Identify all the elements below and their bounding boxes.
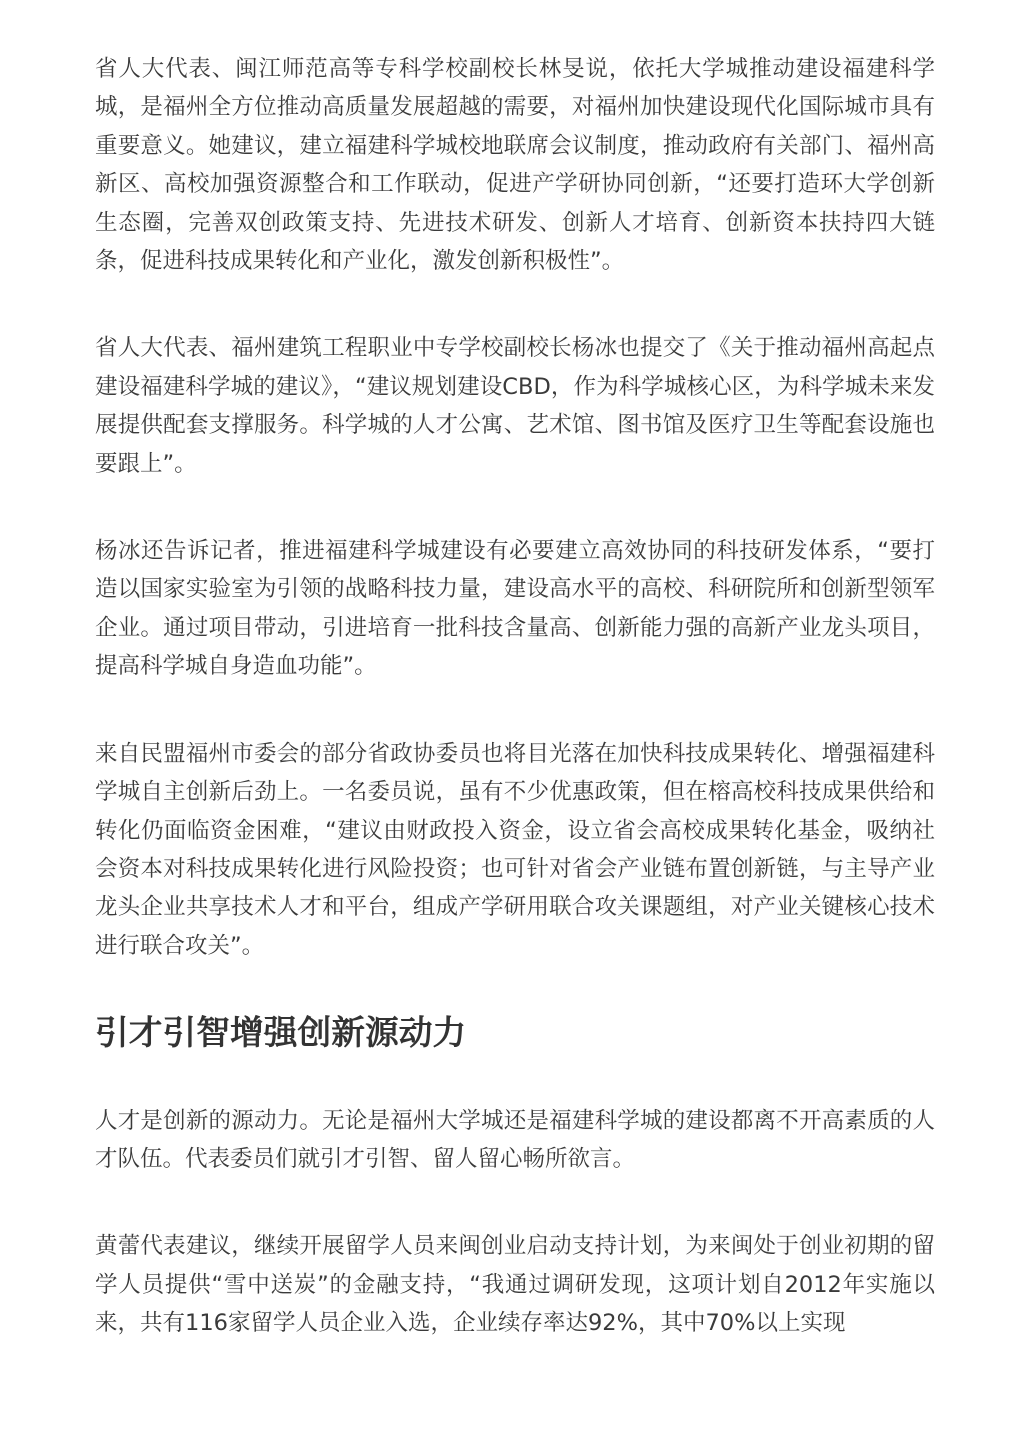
paragraph-4: 来自民盟福州市委会的部分省政协委员也将目光落在加快科技成果转化、增强福建科学城自主创新后劲上。一名委员说，虽有不少优惠政策，但在榕高校科技成果供给和转化仍面临资金困难，“建议由财政投入资金，设立省会高校成果转化基金，吸纳社会资本对科技成果转化进行风险投资；也可针对省会产业链布置创新链，与主导产业龙头企业共享技术人才和平台，组成产学研用联合攻关课题组，对产业关键核心技术进行联合攻关”。: [95, 740, 935, 959]
paragraph-3: 杨冰还告诉记者，推进福建科学城建设有必要建立高效协同的科技研发体系，“要打造以国家实验室为引领的战略科技力量，建设高水平的高校、科研院所和创新型领军企业。通过项目带动，引进培育一批科技含量高、创新能力强的高新产业龙头项目，提高科学城自身造血功能”。: [95, 538, 935, 680]
paragraph-1: 省人大代表、闽江师范高等专科学校副校长林旻说，依托大学城推动建设福建科学城，是福州全方位推动高质量发展超越的需要，对福州加快建设现代化国际城市具有重要意义。她建议，建立福建科学城校地联席会议制度，推动政府有关部门、福州高新区、高校加强资源整合和工作联动，促进产学研协同创新，“还要打造环大学创新生态圈，完善双创政策支持、先进技术研发、创新人才培育、创新资本扶持四大链条，促进科技成果转化和产业化，激发创新积极性”。: [95, 56, 935, 275]
section-heading: 引才引智增强创新源动力: [95, 1013, 467, 1053]
paragraph-2: 省人大代表、福州建筑工程职业中专学校副校长杨冰也提交了《关于推动福州高起点建设福建科学城的建议》，“建议规划建设CBD，作为科学城核心区，为科学城未来发展提供配套支撑服务。科学城的人才公寓、艺术馆、图书馆及医疗卫生等配套设施也要跟上”。: [95, 335, 935, 477]
paragraph-5: 人才是创新的源动力。无论是福州大学城还是福建科学城的建设都离不开高素质的人才队伍。代表委员们就引才引智、留人留心畅所欲言。: [95, 1107, 935, 1172]
paragraph-6: 黄蕾代表建议，继续开展留学人员来闽创业启动支持计划，为来闽处于创业初期的留学人员提供“雪中送炭”的金融支持，“我通过调研发现，这项计划自2012年实施以来，共有116家留学人员企业入选，企业续存率达92%，其中70%以上实现: [95, 1233, 935, 1337]
article-body: [95, 50, 935, 1343]
